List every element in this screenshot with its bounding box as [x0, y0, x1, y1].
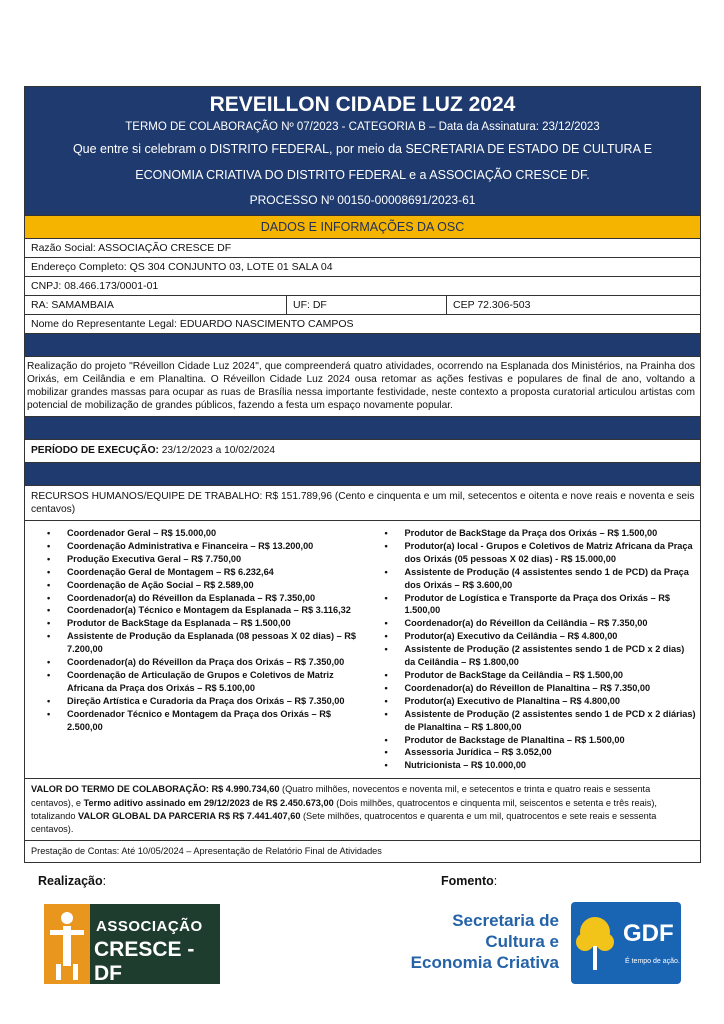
team-item: • Nutricionista – R$ 10.000,00: [385, 759, 697, 772]
periodo-execucao: [25, 440, 700, 463]
team-item: • Assistente de Produção da Esplanada (08 pessoas X 02 dias) – R$ 7.200,00: [47, 630, 359, 656]
team-item: • Coordenador Técnico e Montagem da Praça dos Orixás – R$ 2.500,00: [47, 708, 359, 734]
team-item: • Coordenador(a) do Réveillon de Planaltina – R$ 7.350,00: [385, 682, 697, 695]
team-list-left: [25, 527, 363, 734]
team-item: • Coordenador(a) Técnico e Montagem da Esplanada – R$ 3.116,32: [47, 604, 359, 617]
periodo-label: PERÍODO DE EXECUÇÃO:: [31, 445, 159, 456]
project-description: Realização do projeto "Réveillon Cidade Luz 2024", que compreenderá quatro atividades, ocorrendo na Esplanada dos Ministérios, na Prainha dos Orixás, em Ceilândia e em Planaltina. O Réveillon Cidade Luz 2024 ousa retomar as ações festivas e populares de final de ano, voltando a mobilizar grandes massas para ocupar as ruas de Brasília nessa importante festividade, neste contexto a proposta curatorial articulou artistas com potencial de mobilização de grandes públicos, fazendo a festa um espaço novamente popular.: [25, 357, 700, 417]
valor-termo: [25, 779, 700, 841]
location-row: [25, 296, 700, 315]
team-item: • Coordenador(a) do Réveillon da Praça dos Orixás – R$ 7.350,00: [47, 656, 359, 669]
divider-band: [25, 334, 700, 357]
endereco: Endereço Completo: QS 304 CONJUNTO 03, LOTE 01 SALA 04: [25, 258, 700, 277]
divider-band: [25, 463, 700, 486]
processo-line: PROCESSO Nº 00150-00008691/2023-61: [249, 193, 476, 207]
team-list-right: [363, 527, 701, 772]
team-item: • Produtor de BackStage da Esplanada – R$ 1.500,00: [47, 617, 359, 630]
prestacao-contas: Prestação de Contas: Até 10/05/2024 – Apresentação de Relatório Final de Atividades: [31, 846, 382, 857]
team-item: • Coordenação de Articulação de Grupos e Coletivos de Matriz Africana da Praça dos Orixás – R$ 5.100,00: [47, 669, 359, 695]
header-block: [25, 87, 700, 215]
team-item: • Produtor de BackStage da Ceilândia – R$ 1.500,00: [385, 669, 697, 682]
termo-line: TERMO DE COLABORAÇÃO Nº 07/2023 - CATEGORIA B – Data da Assinatura: 23/12/2023: [125, 121, 600, 133]
team-item: • Coordenador Geral – R$ 15.000,00: [47, 527, 359, 540]
team-item: • Assistente de Produção (4 assistentes sendo 1 de PCD) da Praça dos Orixás – R$ 3.600,00: [385, 566, 697, 592]
gdf-text: GDF: [623, 920, 674, 947]
section-title: DADOS E INFORMAÇÕES DA OSC: [25, 215, 700, 239]
team-item: • Direção Artística e Curadoria da Praça dos Orixás – R$ 7.350,00: [47, 695, 359, 708]
team-item: • Produção Executiva Geral – R$ 7.750,00: [47, 553, 359, 566]
realizacao-colon: :: [102, 874, 107, 888]
team-column-left: [25, 527, 363, 772]
gdf-slogan: É tempo de ação.: [625, 958, 680, 965]
periodo-value: 23/12/2023 a 10/02/2024: [158, 445, 276, 456]
divider-band: [25, 417, 700, 440]
cep: CEP 72.306-503: [453, 299, 531, 311]
fomento-colon: :: [493, 874, 498, 888]
recursos-humanos: RECURSOS HUMANOS/EQUIPE DE TRABALHO: R$ 151.789,96 (Cento e cinquenta e um mil, setecentos e oitenta e nove reais e noventa e seis centavos): [25, 486, 700, 521]
valor-global-text: (Sete milhões, quatrocentos e quarenta e um mil, quatrocentos e sete reais e sessenta centavos).: [31, 810, 657, 835]
team-item: • Assistente de Produção (2 assistentes sendo 1 de PCD x 2 dias) da Ceilândia – R$ 1.800,00: [385, 643, 697, 669]
termo-aditivo-label: Termo aditivo assinado em 29/12/2023 de R$ 2.450.673,00: [83, 797, 334, 808]
team-item: • Produtor de BackStage da Praça dos Orixás – R$ 1.500,00: [385, 527, 697, 540]
team-item: • Produtor(a) Executivo da Ceilândia – R$ 4.800,00: [385, 630, 697, 643]
team-item: • Assistente de Produção (2 assistentes sendo 1 de PCD x 2 diárias) de Planaltina – R$ 1.800,00: [385, 708, 697, 734]
page-title: REVEILLON CIDADE LUZ 2024: [209, 93, 516, 116]
cresce-logo-line1: ASSOCIAÇÃO: [96, 918, 203, 935]
cresce-figure-icon: [44, 904, 90, 984]
celebram-line: Que entre si celebram o DISTRITO FEDERAL, por meio da SECRETARIA DE ESTADO DE CULTURA E: [72, 142, 653, 156]
cresce-df-logo: [44, 904, 220, 984]
valor-global-label: VALOR GLOBAL DA PARCERIA R$ R$ 7.441.407,60: [78, 810, 301, 821]
team-item: • Produtor(a) local - Grupos e Coletivos de Matriz Africana da Praça dos Orixás (05 pessoas X 02 dias) - R$ 15.000,00: [385, 540, 697, 566]
valor-termo-text: (Quatro milhões, novecentos e noventa mil, e setecentos e trinta e quatro reais e sessenta centavos), e: [31, 784, 651, 808]
team-item: • Coordenação de Ação Social – R$ 2.589,00: [47, 579, 359, 592]
team-item: • Coordenação Administrativa e Financeira – R$ 13.200,00: [47, 540, 359, 553]
secretaria-line-2: Cultura e: [485, 932, 559, 951]
cnpj: CNPJ: 08.466.173/0001-01: [25, 277, 700, 296]
cresce-logo-line2: CRESCE - DF: [94, 938, 195, 985]
gdf-logo: [571, 902, 681, 984]
team-item: • Produtor de Backstage de Planaltina – R$ 1.500,00: [385, 734, 697, 747]
razao-social: Razão Social: ASSOCIAÇÃO CRESCE DF: [25, 239, 700, 258]
valor-termo-label: VALOR DO TERMO DE COLABORAÇÃO: R$ 4.990.734,60: [31, 784, 280, 795]
secretaria-line-1: Secretaria de: [452, 911, 559, 930]
ra: RA: SAMAMBAIA: [25, 296, 287, 314]
uf: UF: DF: [287, 296, 447, 314]
team-item: • Produtor(a) Executivo de Planaltina – R$ 4.800,00: [385, 695, 697, 708]
fomento-label: [441, 874, 497, 888]
termo-sheet: [24, 86, 701, 863]
team-item: • Coordenador(a) do Réveillon da Ceilândia – R$ 7.350,00: [385, 617, 697, 630]
secretaria-line: ECONOMIA CRIATIVA DO DISTRITO FEDERAL e a ASSOCIAÇÃO CRESCE DF.: [135, 168, 590, 182]
team-list: [25, 521, 700, 779]
secretaria-line-3: Economia Criativa: [410, 953, 559, 972]
realizacao-label: [38, 874, 106, 888]
representante-legal: Nome do Representante Legal: EDUARDO NASCIMENTO CAMPOS: [25, 315, 700, 334]
team-column-right: [363, 527, 701, 772]
team-item: • Produtor de Logística e Transporte da Praça dos Orixás – R$ 1.500,00: [385, 592, 697, 618]
ipe-tree-icon: [571, 902, 621, 984]
realizacao-text: Realização: [38, 874, 103, 888]
team-item: • Coordenação Geral de Montagem – R$ 6.232,64: [47, 566, 359, 579]
fomento-text: Fomento: [441, 874, 494, 888]
termo-aditivo-text: (Dois milhões, quatrocentos e cinquenta mil, seiscentos e setenta e três reais), totalizando: [31, 797, 657, 821]
secretaria-logo: [411, 910, 559, 973]
team-item: • Coordenador(a) do Réveillon da Esplanada – R$ 7.350,00: [47, 592, 359, 605]
team-item: • Assessoria Jurídica – R$ 3.052,00: [385, 746, 697, 759]
